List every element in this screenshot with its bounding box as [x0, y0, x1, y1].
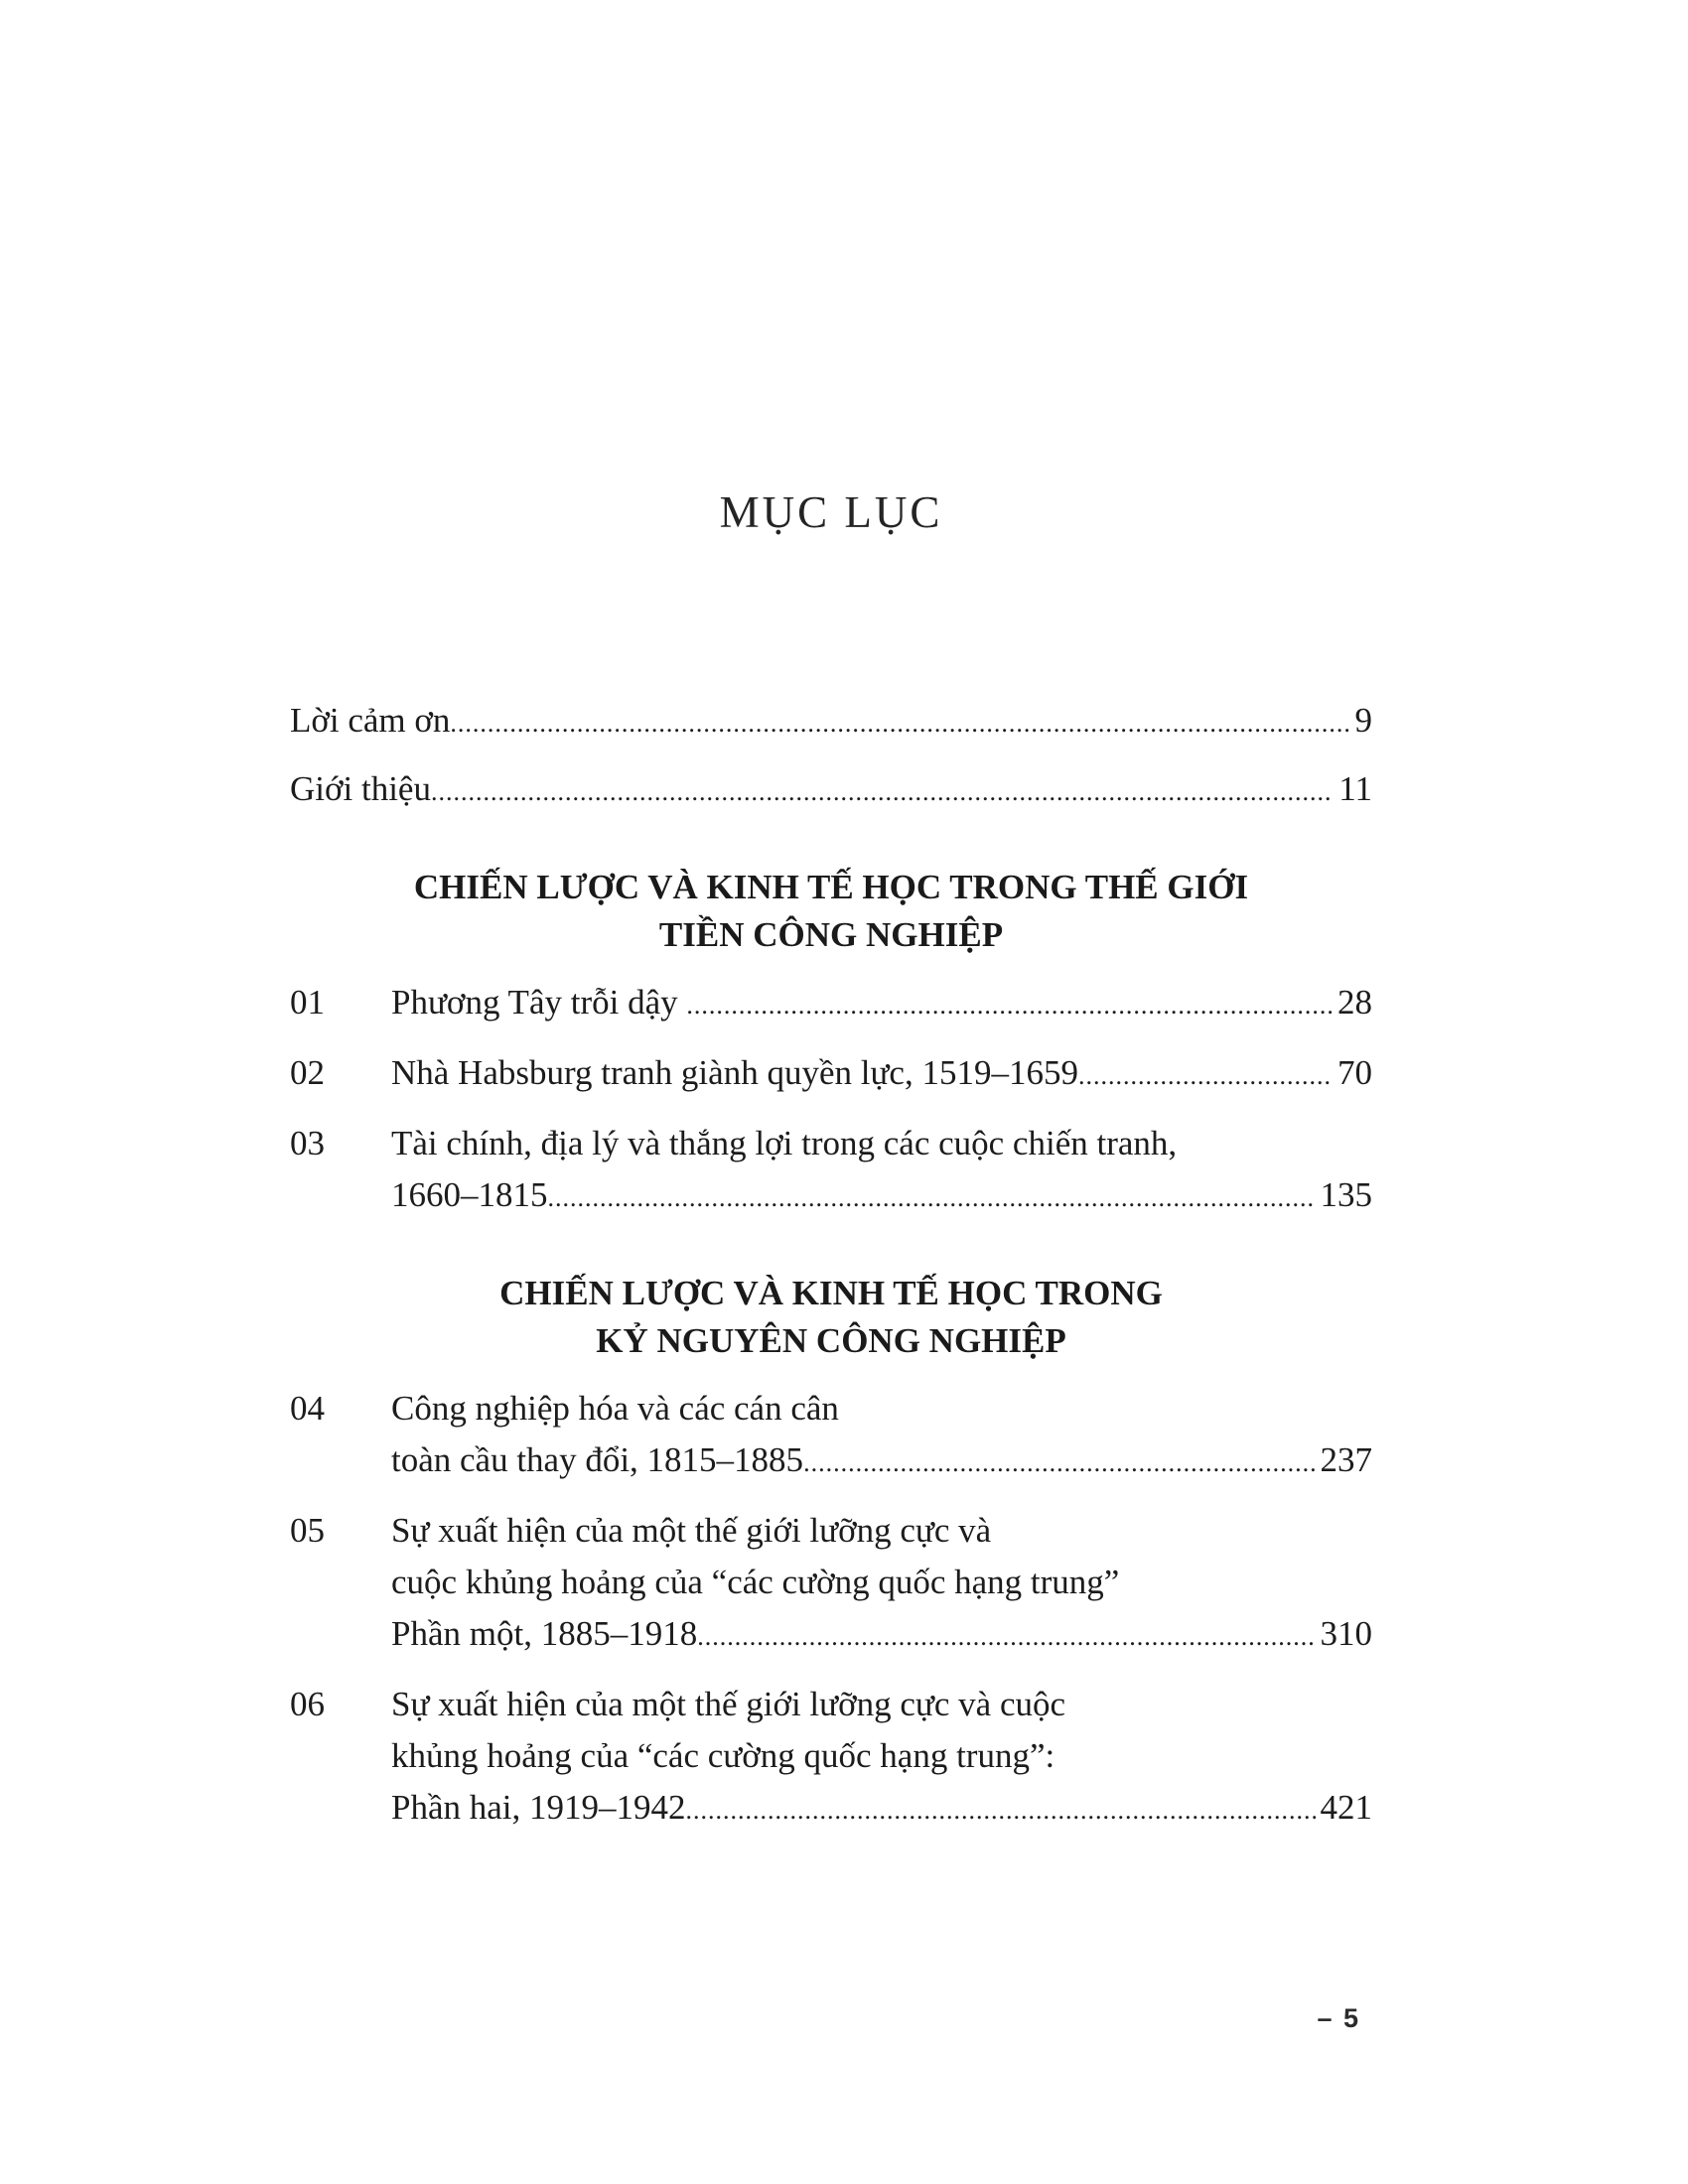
entry-body — [391, 1383, 1372, 1489]
entry-line — [391, 1434, 1372, 1489]
entry-number: 06 — [290, 1685, 325, 1723]
toc-entry-page: 135 — [1320, 1175, 1372, 1214]
entry-body — [391, 1679, 1372, 1837]
toc-entry-title: Lời cảm ơn — [290, 701, 451, 740]
entry-line — [391, 1118, 1372, 1169]
entry-title-line: Phần một, 1885–1918 — [391, 1614, 698, 1653]
toc-entry-page: 11 — [1338, 769, 1372, 808]
dot-leader — [431, 766, 1334, 818]
toc-entry-page: 70 — [1337, 1053, 1372, 1092]
entry-number: 03 — [290, 1124, 325, 1162]
entry-number: 02 — [290, 1053, 325, 1092]
entry-number: 04 — [290, 1389, 325, 1428]
entry-body — [391, 1505, 1372, 1663]
dot-leader — [697, 1611, 1315, 1663]
entry-line — [391, 1169, 1372, 1224]
toc-entry-04 — [290, 1383, 1372, 1489]
entry-title-line: Phần hai, 1919–1942 — [391, 1788, 686, 1827]
entry-title-line: Sự xuất hiện của một thế giới lưỡng cực và cuộc — [391, 1685, 1066, 1723]
section-heading-line: TIỀN CÔNG NGHIỆP — [658, 915, 1004, 954]
toc-entry-02 — [290, 1047, 1372, 1102]
entry-line — [391, 1782, 1372, 1837]
entry-title-line: 1660–1815 — [391, 1175, 548, 1214]
dot-leader — [686, 980, 1333, 1031]
entry-line — [391, 1505, 1372, 1557]
entry-line — [391, 1679, 1372, 1730]
entry-title-line: Sự xuất hiện của một thế giới lưỡng cực và — [391, 1511, 992, 1550]
entry-title-line: Tài chính, địa lý và thắng lợi trong các cuộc chiến tranh, — [391, 1124, 1178, 1162]
entry-line — [391, 1557, 1372, 1608]
dot-leader — [1078, 1050, 1333, 1102]
section-heading-2 — [290, 1270, 1372, 1365]
dot-leader — [803, 1437, 1315, 1489]
section-heading-line: CHIẾN LƯỢC VÀ KINH TẾ HỌC TRONG THẾ GIỚI — [413, 868, 1249, 906]
page-title: MỤC LỤC — [719, 487, 943, 537]
toc-entry-introduction — [290, 763, 1372, 818]
entry-title-line: Công nghiệp hóa và các cán cân — [391, 1389, 839, 1428]
section-heading-line: KỶ NGUYÊN CÔNG NGHIỆP — [596, 1321, 1066, 1360]
entry-title-line: Phương Tây trỗi dậy — [391, 983, 687, 1022]
toc-entry-acknowledgements — [290, 695, 1372, 750]
toc-entry-01 — [290, 977, 1372, 1031]
entry-title-line: toàn cầu thay đổi, 1815–1885 — [391, 1440, 804, 1479]
entry-title-line: khủng hoảng của “các cường quốc hạng trung”: — [391, 1736, 1055, 1775]
entry-title-line: Nhà Habsburg tranh giành quyền lực, 1519–1659 — [391, 1053, 1078, 1092]
toc-content — [290, 695, 1372, 1852]
entry-body — [391, 1118, 1372, 1224]
entry-line — [391, 1730, 1372, 1782]
toc-entry-page: 421 — [1320, 1788, 1372, 1827]
toc-entry-title: Giới thiệu — [290, 769, 431, 808]
toc-entry-page: 9 — [1354, 701, 1372, 740]
toc-entry-page: 237 — [1320, 1440, 1372, 1479]
toc-entry-05 — [290, 1505, 1372, 1663]
entry-line — [391, 1383, 1372, 1434]
toc-entry-03 — [290, 1118, 1372, 1224]
dot-leader — [450, 698, 1349, 750]
section-heading-line: CHIẾN LƯỢC VÀ KINH TẾ HỌC TRONG — [499, 1274, 1163, 1312]
toc-entry-06 — [290, 1679, 1372, 1837]
entry-line — [391, 1608, 1372, 1663]
toc-entry-page: 28 — [1337, 983, 1372, 1022]
page-number-footer: – 5 — [1317, 2003, 1360, 2033]
entry-line — [391, 1047, 1372, 1102]
dot-leader — [548, 1172, 1316, 1224]
entry-body — [391, 977, 1372, 1031]
entry-number: 05 — [290, 1511, 325, 1550]
entry-title-line: cuộc khủng hoảng của “các cường quốc hạng trung” — [391, 1563, 1120, 1601]
section-heading-1 — [290, 864, 1372, 959]
entry-body — [391, 1047, 1372, 1102]
entry-line — [391, 977, 1372, 1031]
entry-number: 01 — [290, 983, 325, 1022]
dot-leader — [686, 1785, 1316, 1837]
toc-entry-page: 310 — [1320, 1614, 1372, 1653]
